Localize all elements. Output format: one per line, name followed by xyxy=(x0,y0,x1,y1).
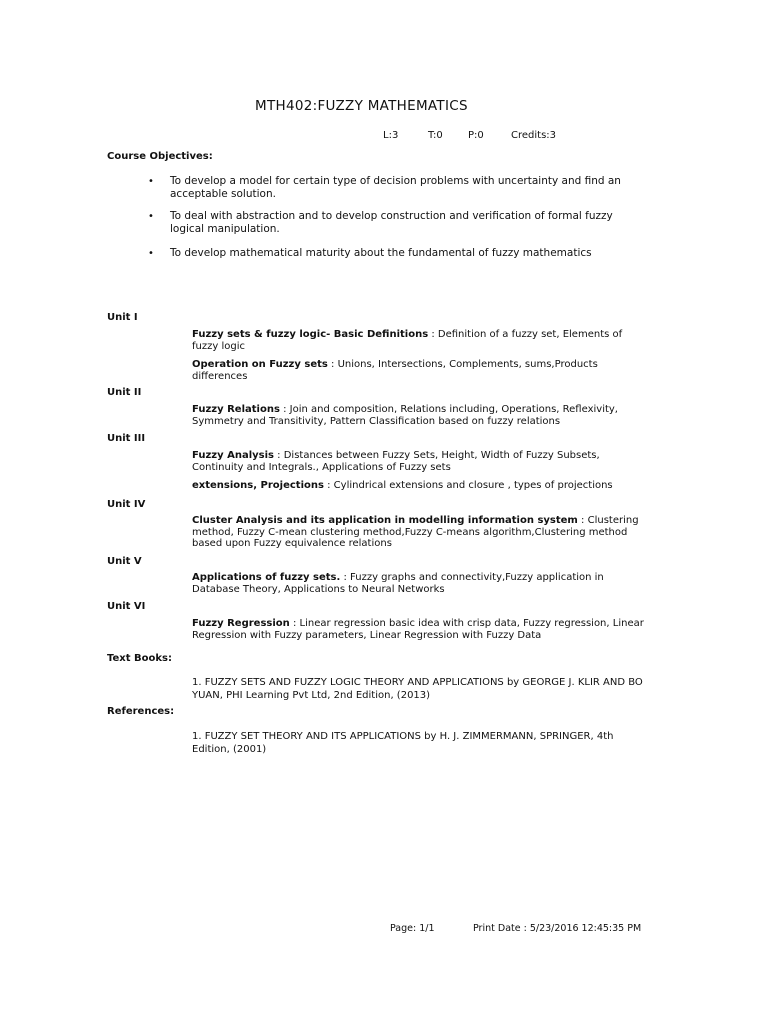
topic-title: Fuzzy sets & fuzzy logic- Basic Definitions xyxy=(192,329,429,340)
topic-separator: : xyxy=(273,450,284,461)
tutorial-hours: T:0 xyxy=(428,130,443,141)
topic-title: Fuzzy Relations xyxy=(192,404,280,415)
topic-text: Unions, Intersections, Complements, sums,Products differences xyxy=(192,359,598,382)
text-books-heading: Text Books: xyxy=(107,653,172,664)
objectives-heading: Course Objectives: xyxy=(107,151,213,162)
topic-separator: : xyxy=(577,515,588,526)
unit-topic xyxy=(192,515,644,550)
print-date: Print Date : 5/23/2016 12:45:35 PM xyxy=(473,923,642,934)
lecture-hours: L:3 xyxy=(383,130,399,141)
unit-label: Unit V xyxy=(107,556,142,567)
topic-text: Distances between Fuzzy Sets, Height, Width of Fuzzy Subsets, Continuity and Integrals., Applications of Fuzzy sets xyxy=(192,450,600,473)
bullet-icon: • xyxy=(148,176,154,187)
unit-label: Unit VI xyxy=(107,601,146,612)
unit-topic xyxy=(192,480,644,492)
unit-topic xyxy=(192,329,644,352)
page-number: Page: 1/1 xyxy=(390,923,435,934)
unit-topic xyxy=(192,359,644,382)
unit-label: Unit III xyxy=(107,433,146,444)
topic-title: Cluster Analysis and its application in modelling information system xyxy=(192,515,578,526)
bullet-icon: • xyxy=(148,211,154,222)
topic-title: Fuzzy Regression xyxy=(192,618,290,629)
topic-text: Definition of a fuzzy set, Elements of fuzzy logic xyxy=(192,329,623,352)
unit-label: Unit IV xyxy=(107,499,146,510)
topic-text: Fuzzy graphs and connectivity,Fuzzy application in Database Theory, Applications to Neural Networks xyxy=(192,572,604,595)
unit-label: Unit II xyxy=(107,387,142,398)
credits: Credits:3 xyxy=(511,130,557,141)
unit-label: Unit I xyxy=(107,312,138,323)
topic-text: Join and composition, Relations including, Operations, Reflexivity, Symmetry and Transitivity, Pattern Classification based on fuzzy relations xyxy=(192,404,618,427)
text-book-item: 1. FUZZY SETS AND FUZZY LOGIC THEORY AND APPLICATIONS by GEORGE J. KLIR AND BO YUAN, PHI Learning Pvt Ltd, 2nd Edition, (2013) xyxy=(192,677,643,701)
topic-text: Linear regression basic idea with crisp data, Fuzzy regression, Linear Regression with Fuzzy parameters, Linear Regression with Fuzzy Data xyxy=(192,618,644,641)
reference-item: 1. FUZZY SET THEORY AND ITS APPLICATIONS by H. J. ZIMMERMANN, SPRINGER, 4th Edition, (2001) xyxy=(192,731,614,755)
unit-topic xyxy=(192,404,644,427)
topic-separator: : xyxy=(340,572,351,583)
topic-text: Cylindrical extensions and closure , types of projections xyxy=(333,480,613,491)
topic-title: Fuzzy Analysis xyxy=(192,450,274,461)
topic-title: Applications of fuzzy sets. xyxy=(192,572,341,583)
topic-separator: : xyxy=(279,404,290,415)
unit-topic xyxy=(192,572,644,595)
topic-separator: : xyxy=(289,618,300,629)
course-title: MTH402:FUZZY MATHEMATICS xyxy=(255,98,468,114)
objective-item: To deal with abstraction and to develop construction and verification of formal fuzzy logical manipulation. xyxy=(170,210,613,235)
topic-text: Clustering method, Fuzzy C-mean clustering method,Fuzzy C-means algorithm,Clustering method based upon Fuzzy equivalence relations xyxy=(192,515,639,549)
topic-separator: : xyxy=(428,329,438,340)
unit-topic xyxy=(192,618,644,641)
objective-item: To develop mathematical maturity about the fundamental of fuzzy mathematics xyxy=(170,247,592,259)
topic-separator: : xyxy=(323,480,334,491)
objective-item: To develop a model for certain type of decision problems with uncertainty and find an acceptable solution. xyxy=(170,175,621,200)
practical-hours: P:0 xyxy=(468,130,484,141)
references-heading: References: xyxy=(107,706,175,717)
topic-title: extensions, Projections xyxy=(192,480,324,491)
unit-topic xyxy=(192,450,644,473)
topic-title: Operation on Fuzzy sets xyxy=(192,359,328,370)
bullet-icon: • xyxy=(148,248,154,259)
topic-separator: : xyxy=(327,359,338,370)
